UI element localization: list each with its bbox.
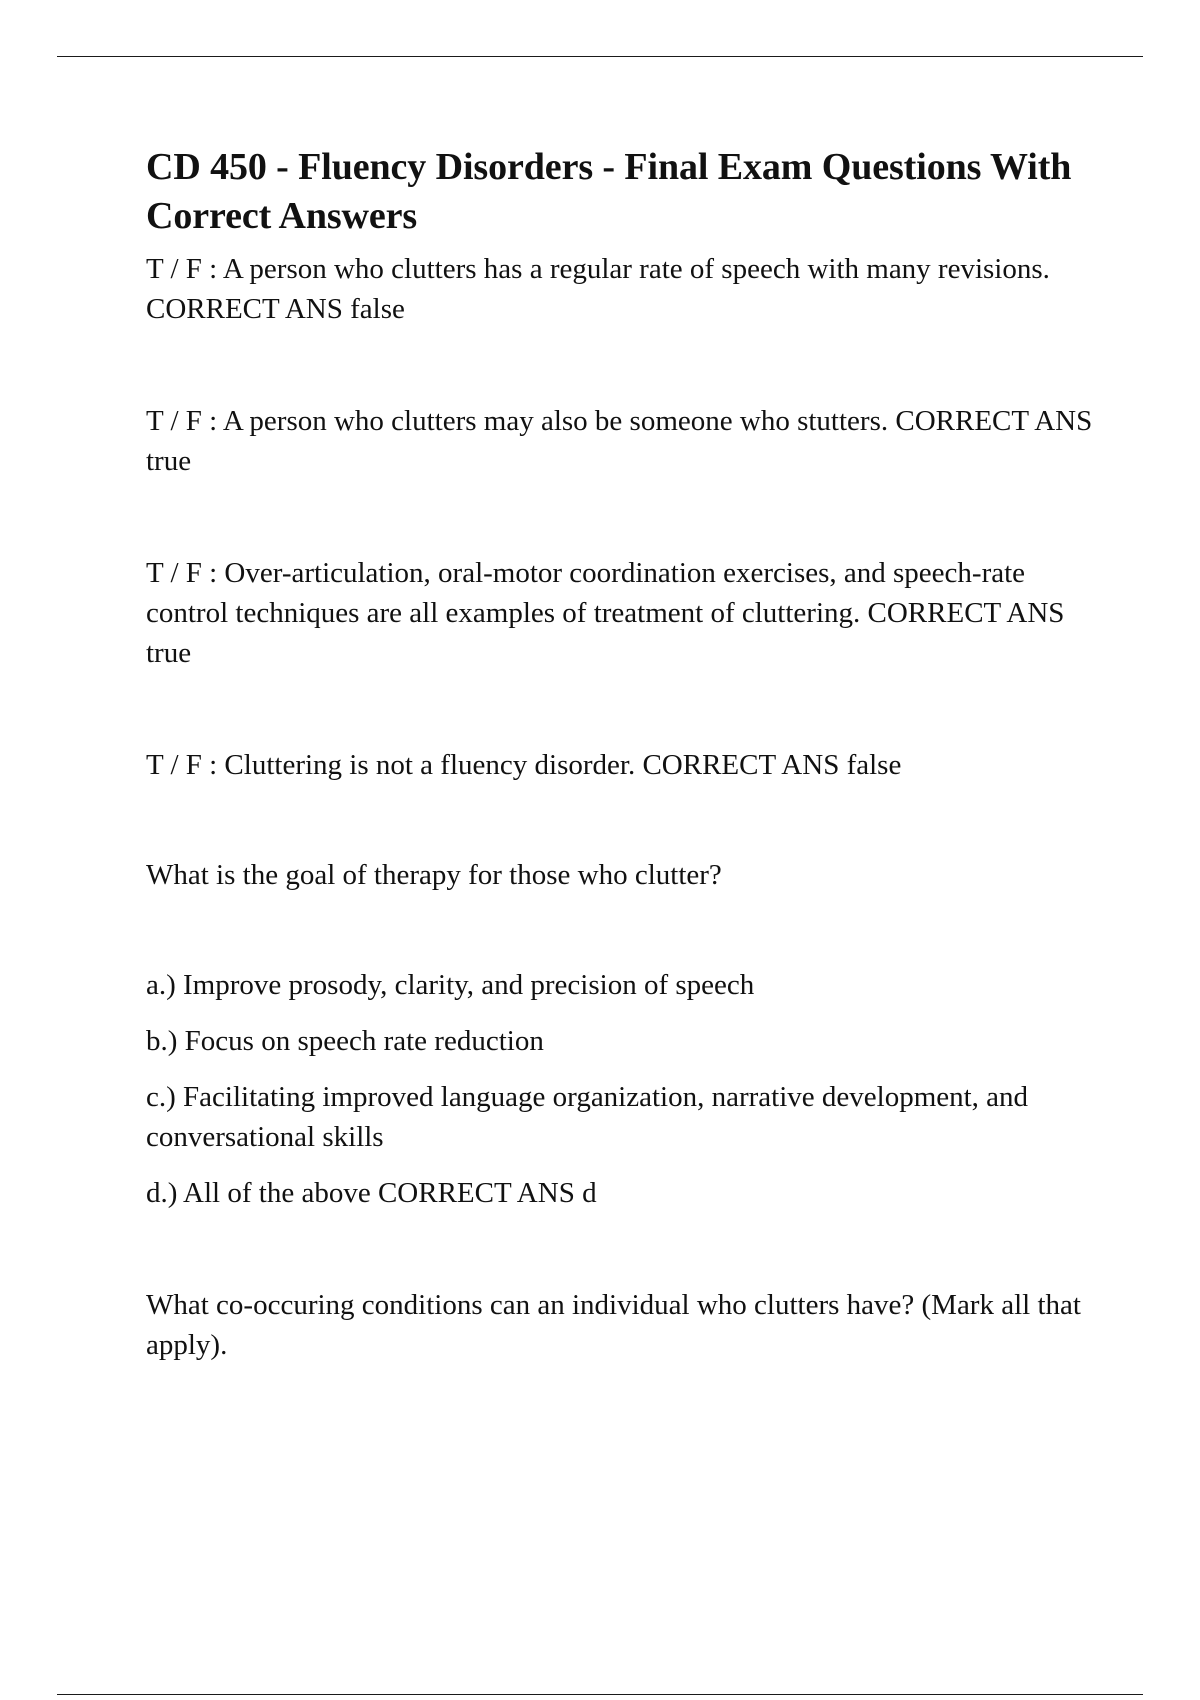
question-1: T / F : A person who clutters has a regular rate of speech with many revisions. CORRECT ANS false — [146, 253, 1050, 325]
question-2: T / F : A person who clutters may also be someone who stutters. CORRECT ANS true — [146, 405, 1093, 477]
header-rule — [57, 56, 1143, 57]
footer-rule — [57, 1694, 1143, 1695]
question-4: T / F : Cluttering is not a fluency disorder. CORRECT ANS false — [146, 749, 902, 781]
option-d: d.) All of the above CORRECT ANS d — [146, 1177, 597, 1209]
question-5: What is the goal of therapy for those who clutter? — [146, 859, 722, 891]
option-a: a.) Improve prosody, clarity, and precision of speech — [146, 969, 755, 1001]
document-body — [146, 143, 1101, 1365]
question-3: T / F : Over-articulation, oral-motor coordination exercises, and speech-rate control techniques are all examples of treatment of cluttering. CORRECT ANS true — [146, 557, 1065, 669]
document-title: CD 450 - Fluency Disorders - Final Exam Questions With Correct Answers — [146, 146, 1072, 237]
question-6: What co-occuring conditions can an individual who clutters have? (Mark all that apply). — [146, 1289, 1081, 1361]
option-b: b.) Focus on speech rate reduction — [146, 1025, 544, 1057]
option-c: c.) Facilitating improved language organization, narrative development, and conversational skills — [146, 1081, 1029, 1153]
